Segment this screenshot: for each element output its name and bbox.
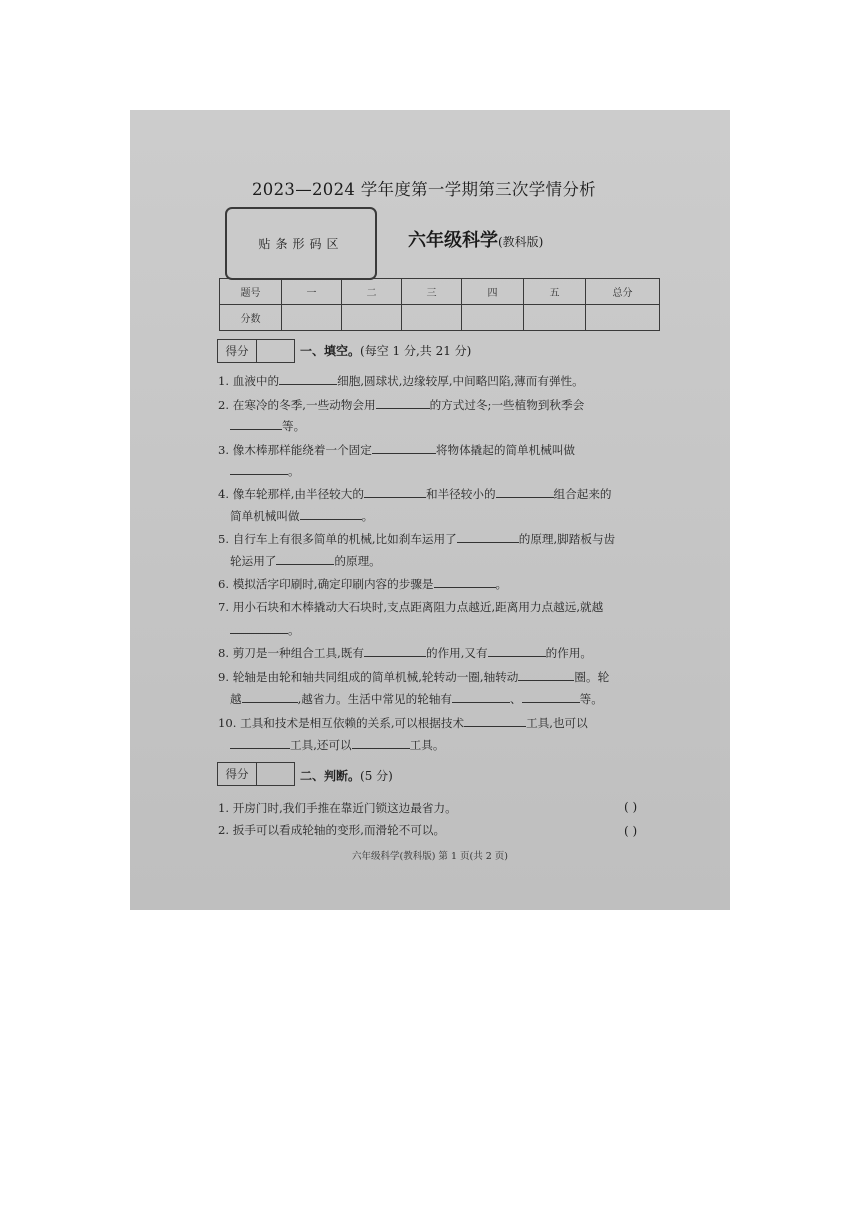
question-text: 1. 血液中的 <box>218 374 280 388</box>
question-text: 和半径较小的 <box>425 487 496 501</box>
edition-label: (教科版) <box>498 235 544 249</box>
question-text: 越 <box>230 692 242 706</box>
question-4-cont <box>230 507 373 524</box>
question-2-cont <box>230 417 305 434</box>
section2-heading <box>300 767 393 784</box>
question-text: 细胞,圆球状,边缘较厚,中间略凹陷,薄而有弹性。 <box>337 374 584 388</box>
answer-blank <box>242 690 298 703</box>
answer-blank <box>372 441 436 454</box>
section1-score-box <box>217 339 295 363</box>
answer-blank <box>364 485 426 498</box>
answer-blank <box>279 372 337 385</box>
question-2 <box>218 396 584 413</box>
score-cell-empty <box>462 305 524 331</box>
judge-item-1 <box>218 800 457 816</box>
question-text: 8. 剪刀是一种组合工具,既有 <box>218 646 364 660</box>
section2-title: 二、判断。 <box>300 769 361 783</box>
answer-blank <box>488 644 546 657</box>
question-text: ,越省力。生活中常见的轮轴有 <box>297 692 453 706</box>
answer-blank <box>230 736 290 749</box>
question-text: 的原理。 <box>334 554 381 568</box>
score-cell-empty <box>282 305 342 331</box>
question-text: 工具,也可以 <box>526 716 588 730</box>
exam-title: 2023—2024 学年度第一学期第三次学情分析 <box>252 180 596 199</box>
question-text: 的作用,又有 <box>425 646 488 660</box>
judge-answer-1: ( ) <box>624 800 638 814</box>
answer-blank <box>276 552 334 565</box>
question-text: 。 <box>288 623 300 637</box>
answer-blank <box>364 644 426 657</box>
question-7 <box>218 599 603 615</box>
question-text: 、 <box>510 692 522 706</box>
question-text: 的方式过冬;一些植物到秋季会 <box>429 398 585 412</box>
answer-blank <box>464 714 526 727</box>
answer-blank <box>376 396 430 409</box>
score-table-cell: 三 <box>402 279 462 305</box>
question-1 <box>218 372 584 389</box>
score-box-label: 得分 <box>218 340 257 362</box>
question-text: 的原理,脚踏板与齿 <box>518 532 616 546</box>
score-table-cell: 总分 <box>586 279 660 305</box>
score-table-cell: 二 <box>342 279 402 305</box>
question-5 <box>218 530 615 547</box>
question-text: 10. 工具和技术是相互依赖的关系,可以根据技术 <box>218 716 465 730</box>
answer-blank <box>230 621 288 634</box>
question-text: 3. 像木棒那样能绕着一个固定 <box>218 443 372 457</box>
score-table-cell: 一 <box>282 279 342 305</box>
question-text: 等。 <box>579 692 603 706</box>
answer-blank <box>434 575 496 588</box>
question-text: 2. 在寒冷的冬季,一些动物会用 <box>218 398 376 412</box>
answer-blank <box>230 462 288 475</box>
answer-blank <box>352 736 410 749</box>
score-table-score-row <box>220 305 660 331</box>
score-cell-empty <box>524 305 586 331</box>
judge-item-2 <box>218 822 445 838</box>
question-8 <box>218 644 592 661</box>
section1-heading <box>300 342 471 359</box>
subject-title <box>408 226 543 252</box>
answer-blank <box>452 690 510 703</box>
score-table-header-row <box>220 279 660 305</box>
score-table <box>219 278 660 331</box>
score-table-cell: 五 <box>524 279 586 305</box>
answer-blank <box>496 485 554 498</box>
question-text: 简单机械叫做 <box>230 509 300 523</box>
page-footer: 六年级科学(教科版) 第 1 页(共 2 页) <box>352 851 509 862</box>
score-cell-empty <box>402 305 462 331</box>
exam-paper-photo <box>130 110 730 910</box>
judge-text: 1. 开房门时,我们手推在靠近门锁这边最省力。 <box>218 801 457 815</box>
question-text: 组合起来的 <box>553 487 612 501</box>
question-text: 。 <box>361 509 374 523</box>
barcode-label: 贴条形码区 <box>258 237 344 251</box>
question-text: 将物体撬起的简单机械叫做 <box>435 443 576 457</box>
question-text: 轮运用了 <box>230 554 277 568</box>
question-9-cont <box>230 690 603 707</box>
question-text: 9. 轮轴是由轮和轴共同组成的简单机械,轮转动一圈,轴转动 <box>218 670 519 684</box>
question-9 <box>218 668 609 685</box>
score-table-cell: 四 <box>462 279 524 305</box>
question-text: 工具。 <box>409 738 445 752</box>
question-3 <box>218 441 575 458</box>
section2-score-box <box>217 762 295 786</box>
question-text: 圈。轮 <box>574 670 610 684</box>
question-10 <box>218 714 588 731</box>
answer-blank <box>518 668 574 681</box>
subject-name: 六年级科学 <box>408 230 498 251</box>
question-text: 的作用。 <box>545 646 593 660</box>
question-text: 工具,还可以 <box>290 738 352 752</box>
question-6 <box>218 575 507 592</box>
question-text: 。 <box>495 577 508 591</box>
question-3-cont <box>230 462 300 479</box>
answer-blank <box>230 417 282 430</box>
section2-subtitle: (5 分) <box>360 769 393 783</box>
section1-title: 一、填空。 <box>300 344 361 358</box>
question-5-cont <box>230 552 381 569</box>
question-text: 6. 模拟活字印刷时,确定印刷内容的步骤是 <box>218 577 434 591</box>
score-cell-empty <box>342 305 402 331</box>
score-table-cell: 分数 <box>220 305 282 331</box>
answer-blank <box>457 530 519 543</box>
judge-answer-2: ( ) <box>624 824 638 838</box>
question-7-cont <box>230 621 300 638</box>
answer-blank <box>300 507 362 520</box>
question-text: 5. 自行车上有很多简单的机械,比如刹车运用了 <box>218 532 457 546</box>
question-text: 4. 像车轮那样,由半径较大的 <box>218 487 364 501</box>
question-text: 7. 用小石块和木棒撬动大石块时,支点距离阻力点越近,距离用力点越远,就越 <box>218 600 604 614</box>
question-text: 等。 <box>282 419 306 433</box>
score-cell-empty <box>586 305 660 331</box>
judge-text: 2. 扳手可以看成轮轴的变形,而滑轮不可以。 <box>218 823 446 837</box>
answer-blank <box>522 690 580 703</box>
question-10-cont <box>230 736 444 753</box>
question-4 <box>218 485 612 502</box>
barcode-area <box>225 207 377 280</box>
section1-subtitle: (每空 1 分,共 21 分) <box>360 344 472 358</box>
score-box-label: 得分 <box>218 763 257 785</box>
score-table-cell: 题号 <box>220 279 282 305</box>
question-text: 。 <box>288 464 300 478</box>
